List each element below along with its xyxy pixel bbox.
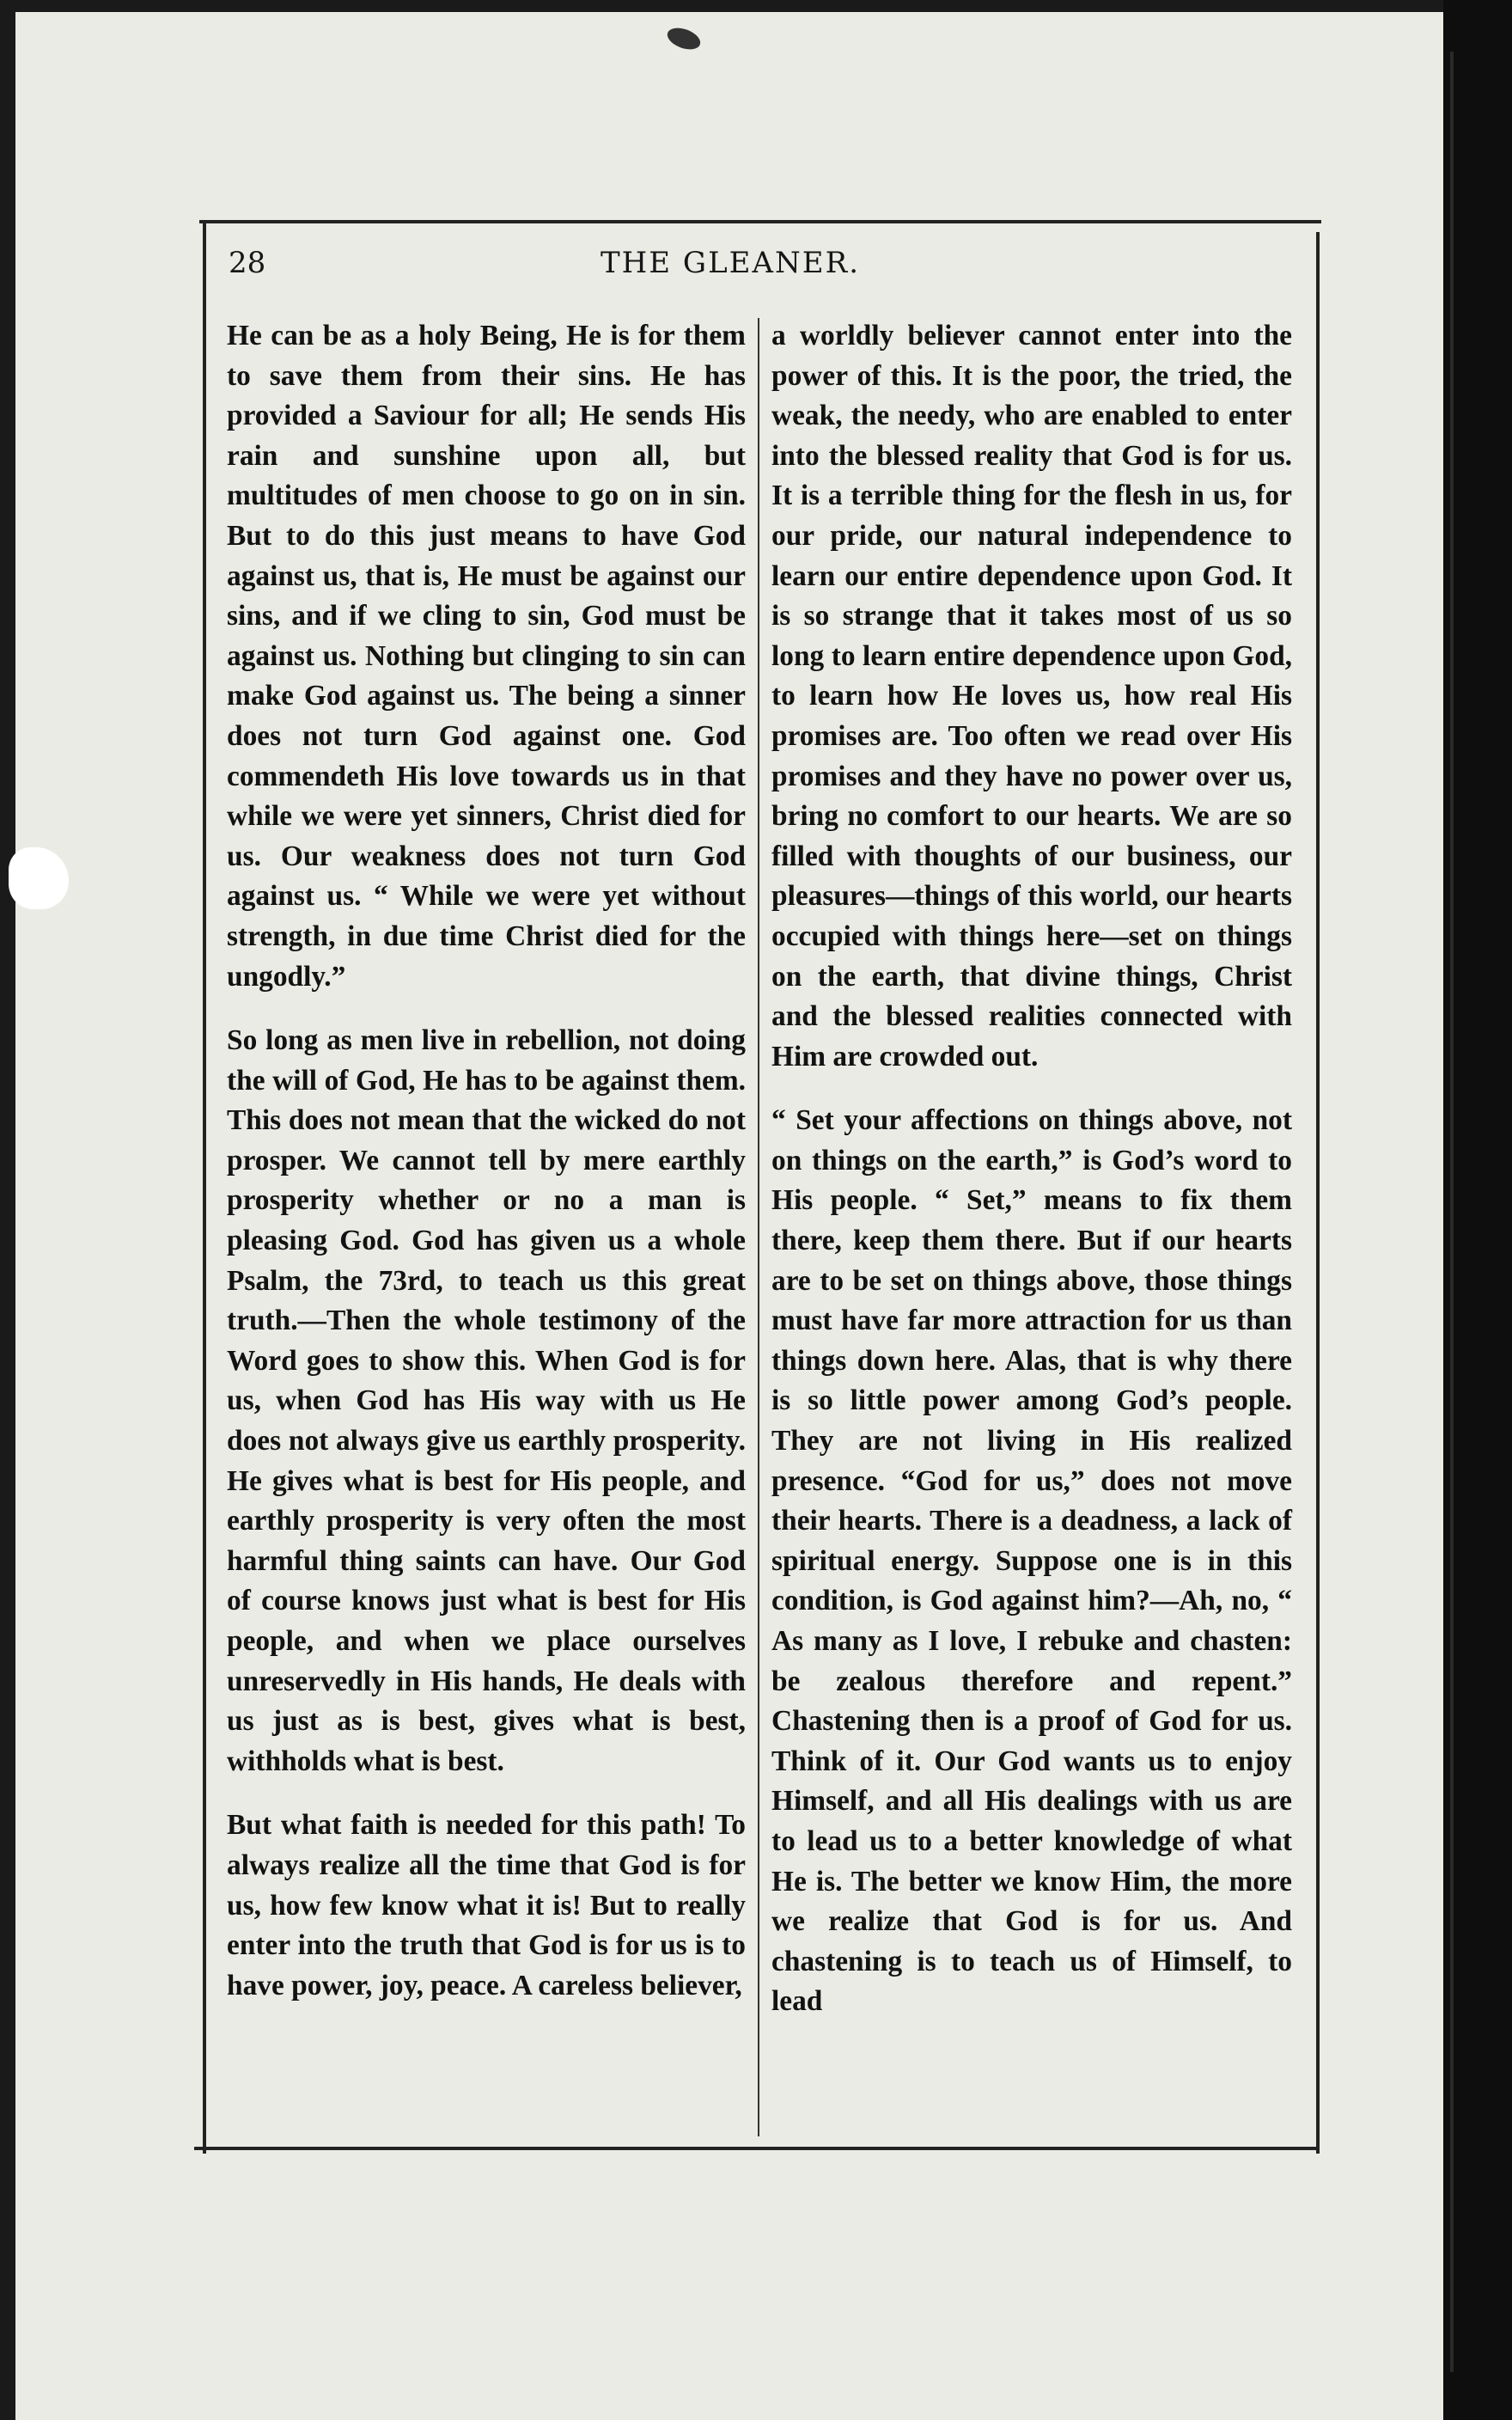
left-paragraph-3: But what faith is needed for this path! To always realize all the time that God is for us, how few know what it is! But to really enter into the truth that God is for us is to have power, joy, peace. A careless believer, bbox=[227, 1809, 746, 2001]
scan-border-right bbox=[1443, 0, 1512, 2420]
page-edge-line bbox=[1450, 52, 1454, 2372]
frame-left-rule bbox=[203, 220, 206, 2154]
right-paragraph-1: a worldly believer cannot enter into the power of this. It is the poor, the tried, the weak, the needy, who are enabled to enter into the blessed reality that God is for us. It is a terrible thing for the flesh in us, for our pride, our natural independence to learn our entire dependence upon God. It is so strange that it takes most of us so long to learn entire dependence upon God, to learn how He loves us, how real His promises are. Too often we read over His promises and they have no power over us, bring no comfort to our hearts. We are so filled with thoughts of our business, our pleasures—things of this world, our hearts occupied with things here—set on things on the earth, that divine things, Christ and the blessed realities connected with Him are crowded out. bbox=[771, 320, 1292, 1072]
right-paragraph-2: “ Set your affections on things above, not on things on the earth,” is God’s word to His people. “ Set,” means to fix them there, keep them there. But if our hearts are to be set on things above, those things must have far more attraction for us than things down here. Alas, that is why there is so little power among God’s people. They are not living in His realized presence. “God for us,” does not move their hearts. There is a deadness, a lack of spiritual energy. Suppose one is in this condition, is God against him?—Ah, no, “ As many as I love, I rebuke and chasten: be zealous therefore and repent.” Chastening then is a proof of God for us. Think of it. Our God wants us to enjoy Himself, and all His dealings with us are to lead us to a better knowledge of what He is. The better we know Him, the more we realize that God is for us. And chastening is to teach us of Himself, to lead bbox=[771, 1104, 1292, 2018]
frame-bottom-rule bbox=[194, 2147, 1320, 2150]
column-divider bbox=[758, 318, 759, 2136]
running-head: THE GLEANER. bbox=[600, 246, 861, 280]
page-number: 28 bbox=[229, 246, 266, 280]
left-column bbox=[227, 316, 746, 2006]
frame-top-rule bbox=[199, 220, 1321, 223]
left-paragraph-2: So long as men live in rebellion, not doing the will of God, He has to be against them. This does not mean that the wicked do not prosper. We cannot tell by mere earthly prosperity whether or no a man is pleasing God. God has given us a whole Psalm, the 73rd, to teach us this great truth.—Then the whole testimony of the Word goes to show this. When God is for us, when God has His way with us He does not always give us earthly prosperity. He gives what is best for His people, and earthly prosperity is very often the most harmful thing saints can have. Our God of course knows just what is best for His people, and when we place ourselves unreservedly in His hands, He deals with us just as is best, gives what is best, withholds what is best. bbox=[227, 1024, 746, 1777]
right-column bbox=[771, 316, 1292, 2022]
frame-right-rule bbox=[1316, 232, 1320, 2154]
left-paragraph-1: He can be as a holy Being, He is for them to save them from their sins. He has provided a Saviour for all; He sends His rain and sunshine upon all, but multitudes of men choose to go on in sin. But to do this just means to have God against us, that is, He must be against our sins, and if we cling to sin, God must be against us. Nothing but clinging to sin can make God against us. The being a sinner does not turn God against one. God commendeth His love towards us in that while we were yet sinners, Christ died for us. Our weakness does not turn God against us. “ While we were yet without strength, in due time Christ died for the ungodly.” bbox=[227, 320, 746, 993]
